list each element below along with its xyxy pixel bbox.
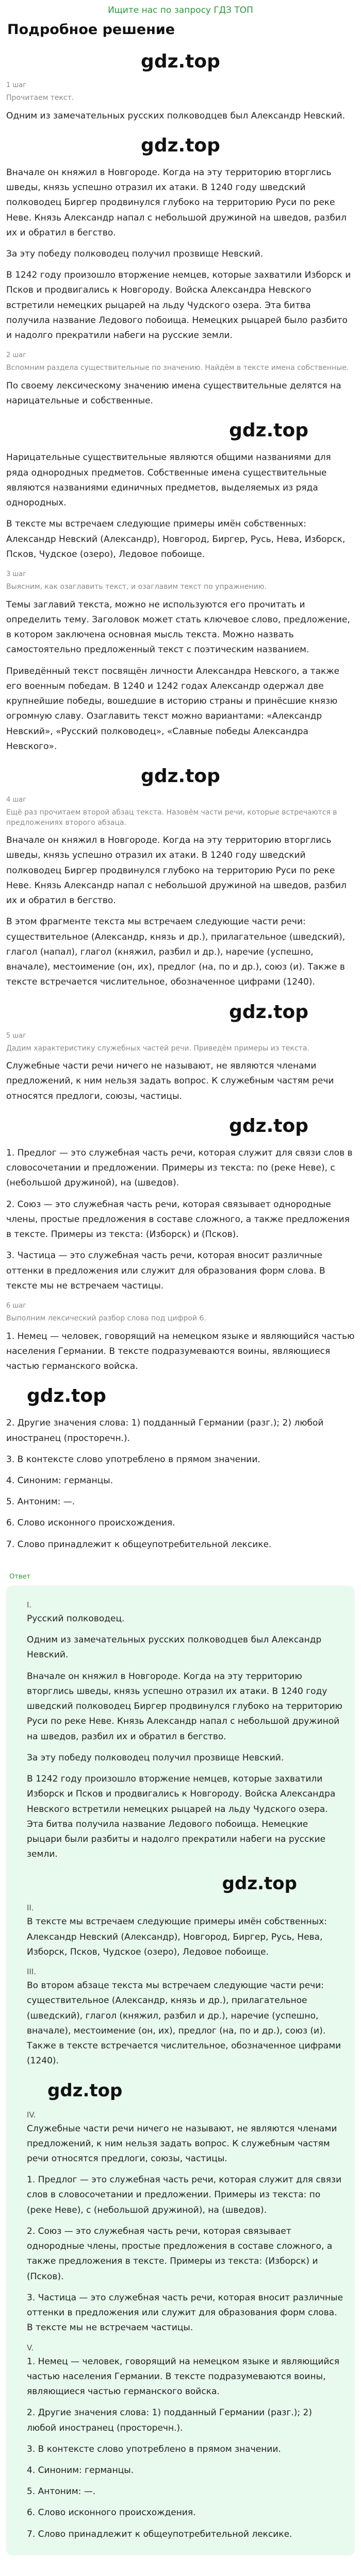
answer-paragraph: Русский полководец. bbox=[27, 1613, 125, 1624]
step-paragraph: В этом фрагменте текста мы встречаем следующие части речи: существительное (Александр, князь и др.), прилагательное (шведский), глагол (напал), глагол (княжил, разбил и др.), наречие (успешно, вначале), местоимение (он, их), предлог (на, по и др.), союз (и). Также в тексте встречается числительное, обозначенное цифрами (1240). bbox=[6, 917, 346, 988]
answer-part-number: II. bbox=[27, 1903, 34, 1913]
answer-paragraph: 2. Союз — это служебная часть речи, которая связывает однородные члены, простые предложения в составе сложного, а также предложения в тексте. Примеры из текста: (Изборск) и (Псков). bbox=[27, 2226, 333, 2282]
answer-paragraph: Вначале он княжил в Новгороде. Когда на эту территорию вторглись шведы, князь успешно отразил их атаки. В 1240 году шведский полководец Биргер продвинулся глубоко на территорию Руси по реке Неве. Князь Александр напал с небольшой дружиной на шведов, разбил их и обратил в бегство. bbox=[27, 1671, 342, 1742]
answer-paragraph: 5. Антоним: —. bbox=[27, 2486, 96, 2497]
watermark: gdz.top bbox=[141, 766, 220, 787]
answer-part-number: I. bbox=[27, 1600, 32, 1609]
step-paragraph: 6. Слово исконного происхождения. bbox=[6, 1518, 175, 1529]
watermark: gdz.top bbox=[141, 134, 220, 156]
solution-step bbox=[6, 351, 355, 562]
answer-part-number: V. bbox=[27, 2343, 34, 2352]
steps-container bbox=[6, 51, 355, 1552]
answer-label: Ответ bbox=[9, 1572, 31, 1581]
step-label: 4 шаг bbox=[6, 796, 27, 804]
answer-paragraph: 3. Частица — это служебная часть речи, которая вносит различные оттенки в предложения или служит для образования форм слова. В тексте мы не встречаем частицы. bbox=[27, 2292, 343, 2333]
solution-step bbox=[6, 1302, 355, 1552]
step-paragraph: В тексте мы встречаем следующие примеры имён собственных: Александр Невский (Александр), Новгород, Биргер, Русь, Нева, Изборск, Псков, Чудское (озеро), Ледовое побоище. bbox=[6, 519, 346, 560]
solution-step bbox=[6, 51, 355, 343]
answer-paragraph: За эту победу полководец получил прозвище Невский. bbox=[27, 1752, 284, 1763]
step-task: Вспомним раздела существительные по значению. Найдём в тексте имена собственные. bbox=[6, 364, 349, 372]
solution-step bbox=[6, 570, 355, 787]
answer-paragraph: 3. В контексте слово употреблено в прямом значении. bbox=[27, 2444, 281, 2454]
answer-paragraph: В тексте мы встречаем следующие примеры имён собственных: Александр Невский (Александр), Новгород, Биргер, Русь, Нева, Изборск, Псков, Чудское (озеро), Ледовое побоище. bbox=[27, 1917, 327, 1957]
answer-paragraph: 7. Слово принадлежит к общеупотребительной лексике. bbox=[27, 2529, 292, 2539]
answer-paragraph: 1. Немец — человек, говорящий на немецком языке и являющийся частью населения Германии. В тексте подразумеваются воины, являющиеся частью германского войска. bbox=[27, 2356, 339, 2397]
answer-paragraph: 4. Синоним: германцы. bbox=[27, 2465, 134, 2476]
watermark: gdz.top bbox=[141, 51, 220, 72]
step-task: Ещё раз прочитаем второй абзац текста. Назовём части речи, которые встречаются в предложениях второго абзаца. bbox=[6, 808, 337, 827]
step-task: Выполним лексический разбор слова под цифрой 6. bbox=[6, 1314, 206, 1323]
answer-paragraph: Во втором абзаце текста мы встречаем следующие части речи: существительное (Александр, князь и др.), прилагательное (шведский), глагол (княжил, разбил и др.), наречие (успешно, вначале), местоимение (он, их), предлог (на, по и др.), союз (и). Также в тексте встречается числительное, обозначенное цифрами (1240). bbox=[27, 1980, 341, 2066]
answer-paragraph: 1. Предлог — это служебная часть речи, которая служит для связи слов в словосочетании и предложении. Примеры из текста: по (реке Неве), с (небольшой дружиной), на (шведов). bbox=[27, 2175, 342, 2215]
step-task: Дадим характеристику служебных частей речи. Приведём примеры из текста. bbox=[6, 1044, 309, 1053]
step-label: 3 шаг bbox=[6, 570, 27, 579]
watermark: gdz.top bbox=[47, 2080, 123, 2101]
step-paragraph: 7. Слово принадлежит к общеупотребительной лексике. bbox=[6, 1539, 272, 1550]
answer-paragraph: Служебные части речи ничего не называют, не являются членами предложений, к ним нельзя задать вопрос. К служебным частям речи относятся предлоги, союзы, частицы. bbox=[27, 2123, 337, 2164]
step-paragraph: 3. В контексте слово употреблено в прямом значении. bbox=[6, 1454, 260, 1465]
step-paragraph: 2. Союз — это служебная часть речи, которая связывает однородные члены, простые предложения в составе сложного, а также предложения в тексте. Примеры из текста: (Изборск) и (Псков). bbox=[6, 1199, 350, 1240]
step-paragraph: 2. Другие значения слова: 1) подданный Германии (разг.); 2) любой иностранец (просторечн.). bbox=[6, 1418, 324, 1444]
page-title: Подробное решение bbox=[7, 22, 175, 38]
step-label: 2 шаг bbox=[6, 351, 27, 360]
answer-paragraph: 2. Другие значения слова: 1) подданный Германии (разг.); 2) любой иностранец (просторечн.). bbox=[27, 2408, 312, 2433]
top-banner[interactable]: Ищите нас по запросу ГДЗ ТОП bbox=[108, 5, 253, 15]
step-paragraph: 4. Синоним: германцы. bbox=[6, 1475, 113, 1486]
watermark: gdz.top bbox=[229, 420, 308, 442]
step-paragraph: 1. Предлог — это служебная часть речи, которая служит для связи слов в словосочетании и предложении. Примеры из текста: по (реке Неве), с (небольшой дружиной), на (шведов). bbox=[6, 1147, 353, 1189]
answer-paragraph: 6. Слово исконного происхождения. bbox=[27, 2507, 196, 2518]
answer-paragraph: В 1242 году произошло вторжение немцев, которые захватили Изборск и Псков и продвигались к Новгороду. Войска Александра Невского встретили немецких рыцарей на льду Чудского озера. Эта битва получила название Ледового побоища. Немецкие рыцари были разбиты и надолго прекратили набеги на русские земли. bbox=[27, 1774, 336, 1860]
watermark: gdz.top bbox=[229, 1001, 308, 1023]
step-paragraph: Нарицательные существительные являются общими названиями для ряда однородных предметов. Собственные имена существительные являются названиями единичных предметов, выделяемых из ряда однородных. bbox=[6, 452, 331, 509]
watermark: gdz.top bbox=[27, 1385, 106, 1407]
step-paragraph: Вначале он княжил в Новгороде. Когда на эту территорию вторглись шведы, князь успешно отразил их атаки. В 1240 году шведский полководец Биргер продвинулся глубоко на территорию Руси по реке Неве. Князь Александр напал с небольшой дружиной на шведов, разбил их и обратил в бегство. bbox=[6, 167, 347, 238]
step-paragraph: 3. Частица — это служебная часть речи, которая вносит различные оттенки в предложения или служит для образования форм слова. В тексте мы не встречаем частицы. bbox=[6, 1250, 325, 1291]
step-paragraph: Приведённый текст посвящён личности Александра Невского, а также его военным победам. В 1240 и 1242 годах Александр одержал две крупнейшие победы, вошедшие в историю страны и принёсшие князю огромную славу. Озаглавить текст можно вариантами: «Александр Невский», «Русский полководец», «Славные победы Александра Невского». bbox=[6, 666, 340, 752]
step-label: 5 шаг bbox=[6, 1031, 27, 1040]
step-paragraph: В 1242 году произошло вторжение немцев, которые захватили Изборск и Псков и продвигались к Новгороду. Войска Александра Невского встретили немецких рыцарей на льду Чудского озера. Эта битва получила название Ледового побоища. Немецких рыцарей было разбито и надолго прекратили набеги на русские земли. bbox=[6, 270, 351, 341]
answer-box bbox=[6, 1586, 355, 2555]
step-paragraph: Служебные части речи ничего не называют, не являются членами предложений, к ним нельзя задать вопрос. К служебным частям речи относятся предлоги, союзы, частицы. bbox=[6, 1061, 334, 1101]
solution-step bbox=[6, 796, 355, 1023]
watermark: gdz.top bbox=[229, 1115, 308, 1137]
answer-paragraph: Одним из замечательных русских полководцев был Александр Невский. bbox=[27, 1635, 322, 1660]
step-paragraph: 5. Антоним: —. bbox=[6, 1497, 75, 1507]
step-label: 6 шаг bbox=[6, 1301, 27, 1310]
answer-part-number: III. bbox=[27, 1967, 37, 1977]
solution-content bbox=[0, 22, 361, 2555]
step-task: Прочитаем текст. bbox=[6, 94, 74, 102]
step-task: Выясним, как озаглавить текст, и озаглавим текст по упражнению. bbox=[6, 583, 267, 591]
answer-part-number: IV. bbox=[27, 2110, 36, 2120]
step-label: 1 шаг bbox=[6, 81, 27, 89]
step-paragraph: Одним из замечательных русских полководцев был Александр Невский. bbox=[6, 110, 346, 121]
step-paragraph: За эту победу полководец получил прозвище Невский. bbox=[6, 249, 264, 259]
watermark: gdz.top bbox=[222, 1873, 297, 1894]
solution-step bbox=[6, 1032, 355, 1294]
step-paragraph: По своему лексическому значению имена существительные делятся на нарицательные и собственные. bbox=[6, 381, 341, 406]
step-paragraph: Вначале он княжил в Новгороде. Когда на эту территорию вторглись шведы, князь успешно отразил их атаки. В 1240 году шведский полководец Биргер продвинулся глубоко на территорию Руси по реке Неве. Князь Александр напал с небольшой дружиной на шведов, разбил их и обратил в бегство. bbox=[6, 835, 347, 906]
step-paragraph: 1. Немец — человек, говорящий на немецком языке и являющийся частью населения Германии. В тексте подразумеваются воины, являющиеся частью германского войска. bbox=[6, 1331, 355, 1372]
step-paragraph: Темы заглавий текста, можно не используются его прочитать и определить тему. Заголовок может стать ключевое слово, предложение, в котором заключена основная мысль текста. Можно назвать самостоятельно предложенный текст с поэтическим названием. bbox=[6, 599, 350, 655]
